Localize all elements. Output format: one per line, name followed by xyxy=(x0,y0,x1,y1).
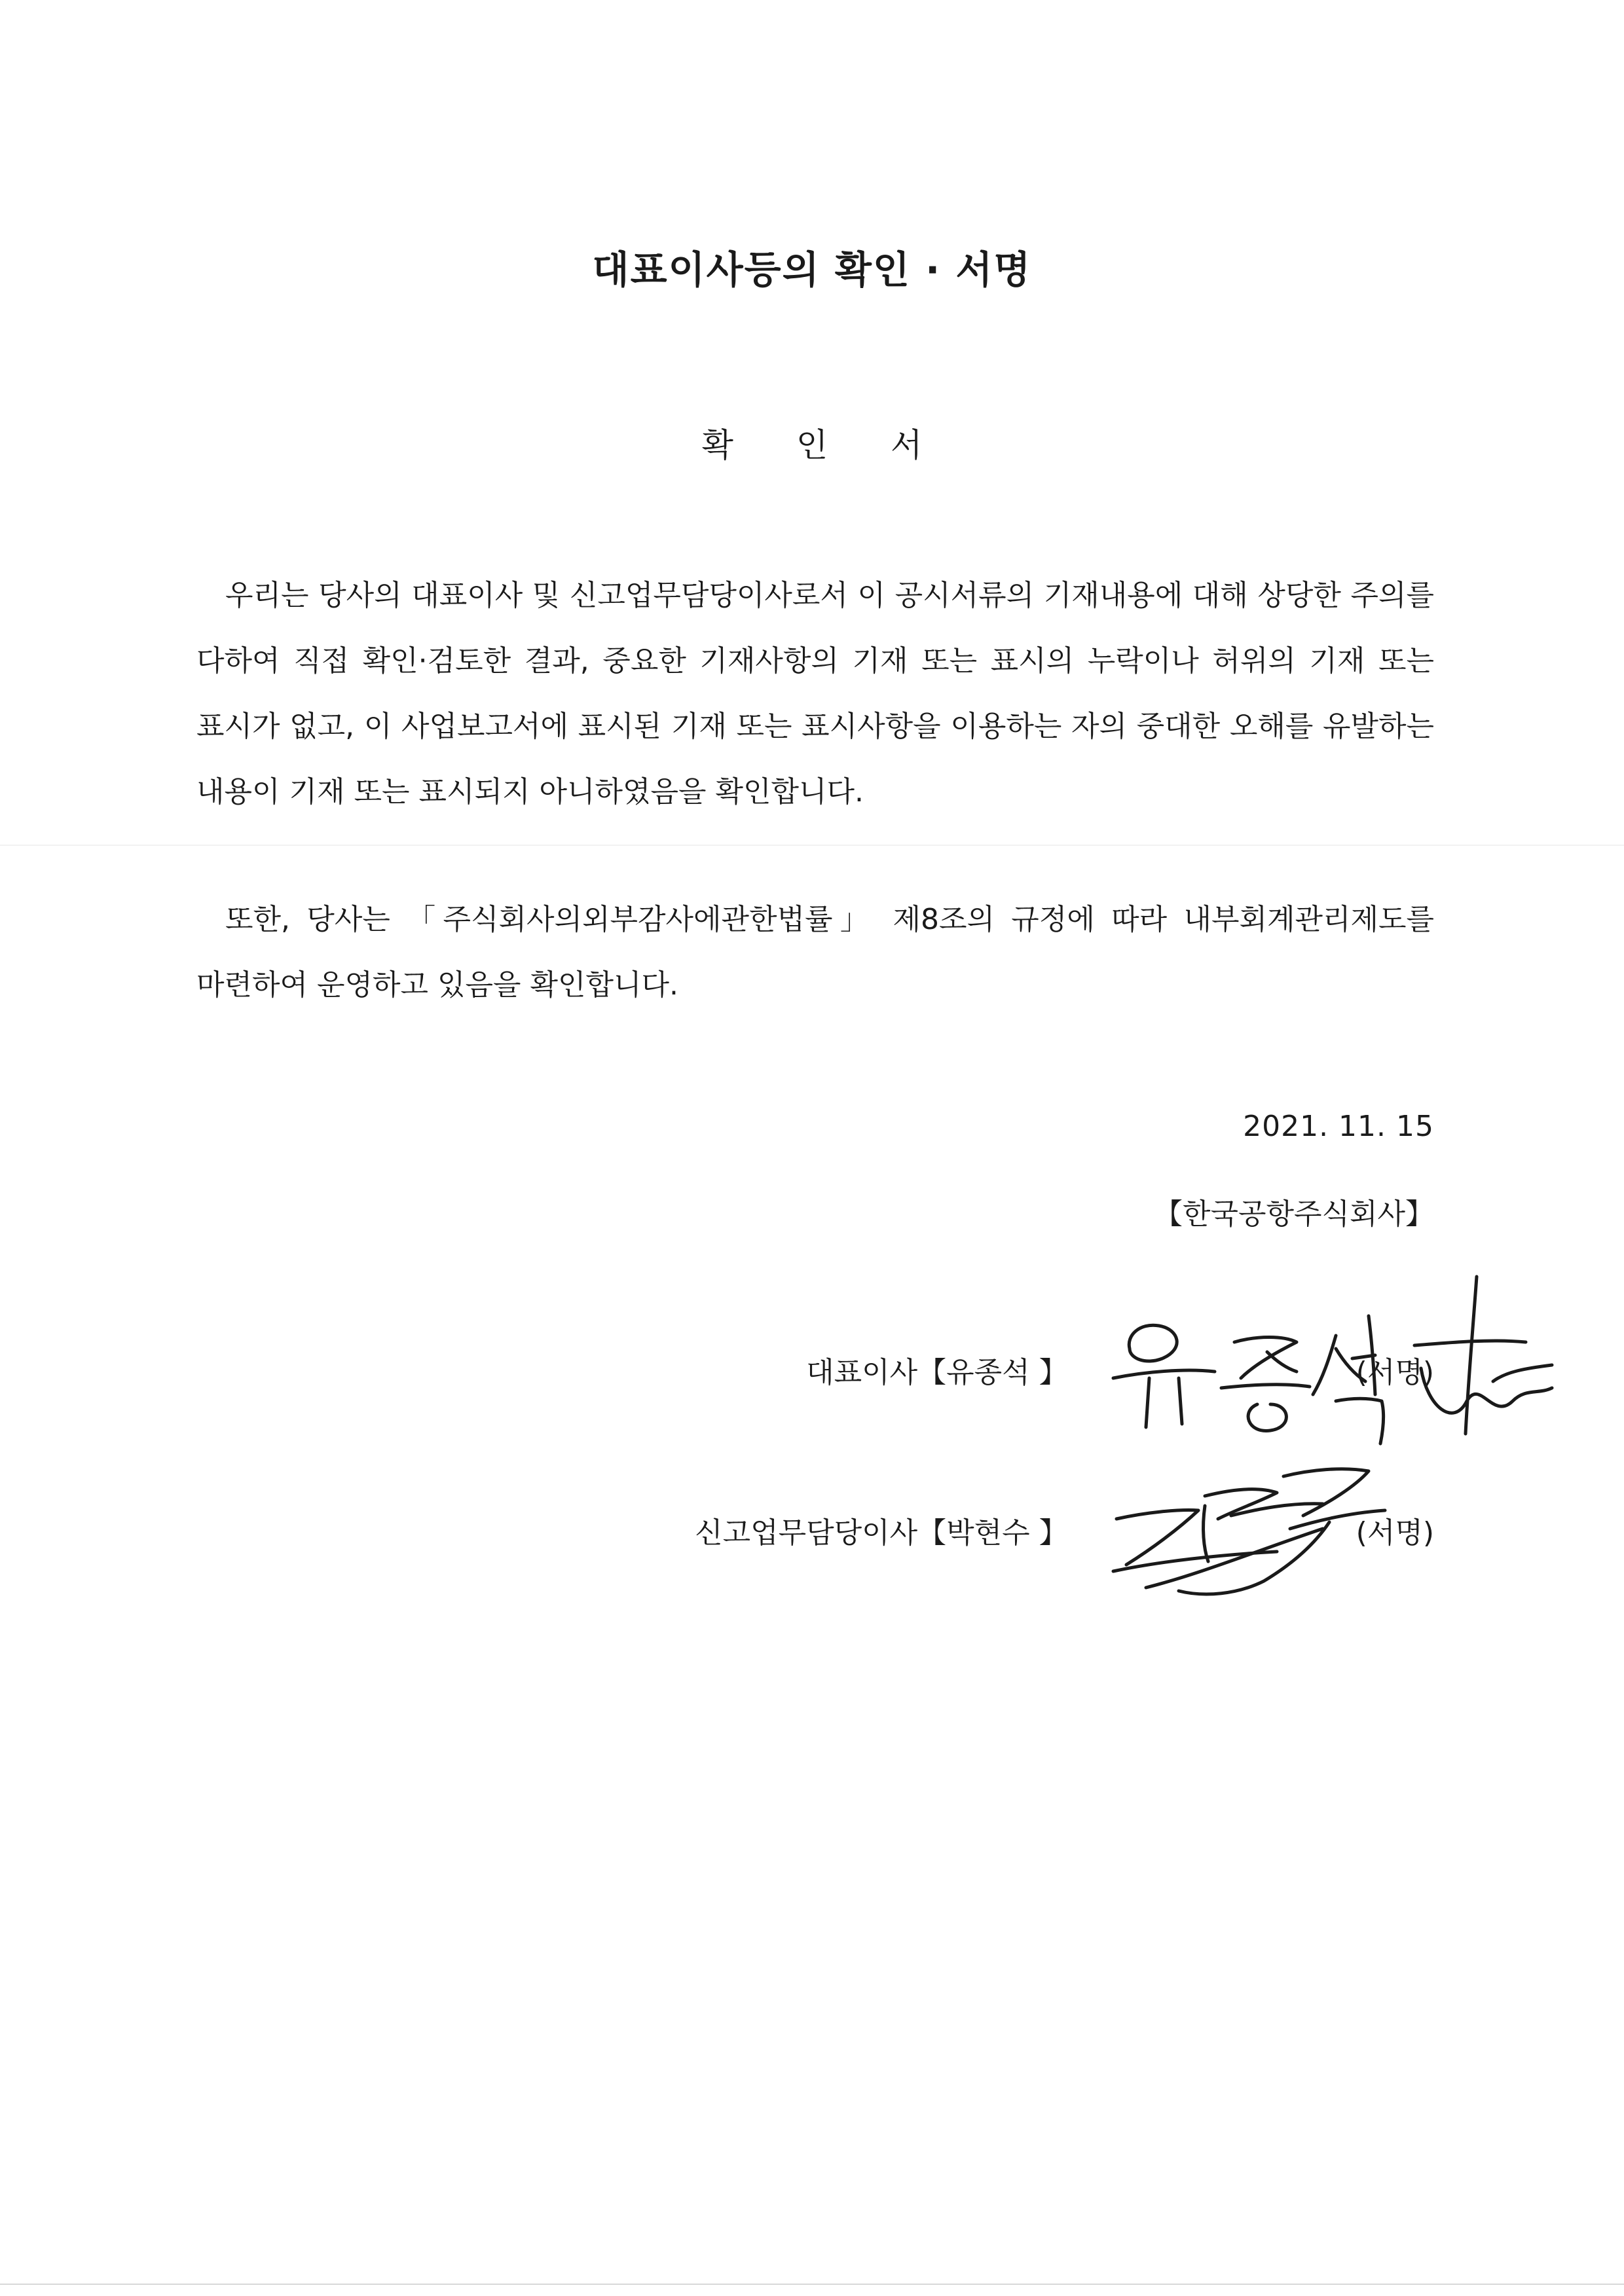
document-date: 2021. 11. 15 xyxy=(1243,1110,1434,1143)
page-title: 대표이사등의 확인 · 서명 xyxy=(592,247,1032,292)
document-subtitle: 확 인 서 xyxy=(701,426,949,464)
company-name: 【한국공항주식회사】 xyxy=(1153,1197,1434,1231)
sign-label: (서명) xyxy=(1356,1356,1434,1389)
confirmation-paragraph: 우리는 당사의 대표이사 및 신고업무담당이사로서 이 공시서류의 기재내용에 대해 상당한 주의를 다하여 직접 확인·검토한 결과, 중요한 기재사항의 기재 또는 표시의 누락이나 허위의 기재 또는 표시가 없고, 이 사업보고서에 표시된 기재 또는 표시사항을 이용하는 자의 중대한 오해를 유발하는 내용이 기재 또는 표시되지 아니하였음을 확인합니다. xyxy=(196,579,1434,809)
sign-label: (서명) xyxy=(1356,1516,1434,1550)
ceo-handwritten-signature xyxy=(1100,1237,1559,1453)
internal-control-paragraph: 또한, 당사는 「주식회사의외부감사에관한법률」 제8조의 규정에 따라 내부회계관리제도를 마련하여 운영하고 있음을 확인합니다. xyxy=(196,903,1434,1002)
signatory-role: 신고업무담당이사【 xyxy=(695,1516,947,1550)
signatory-name: 유종석 】 xyxy=(946,1356,1068,1389)
officer-handwritten-signature xyxy=(1107,1457,1401,1601)
scan-artifact-line xyxy=(0,845,1624,846)
signatory-name: 박현수 】 xyxy=(946,1516,1068,1550)
page-bottom-border xyxy=(0,2284,1624,2285)
signatory-role: 대표이사【 xyxy=(806,1356,947,1389)
